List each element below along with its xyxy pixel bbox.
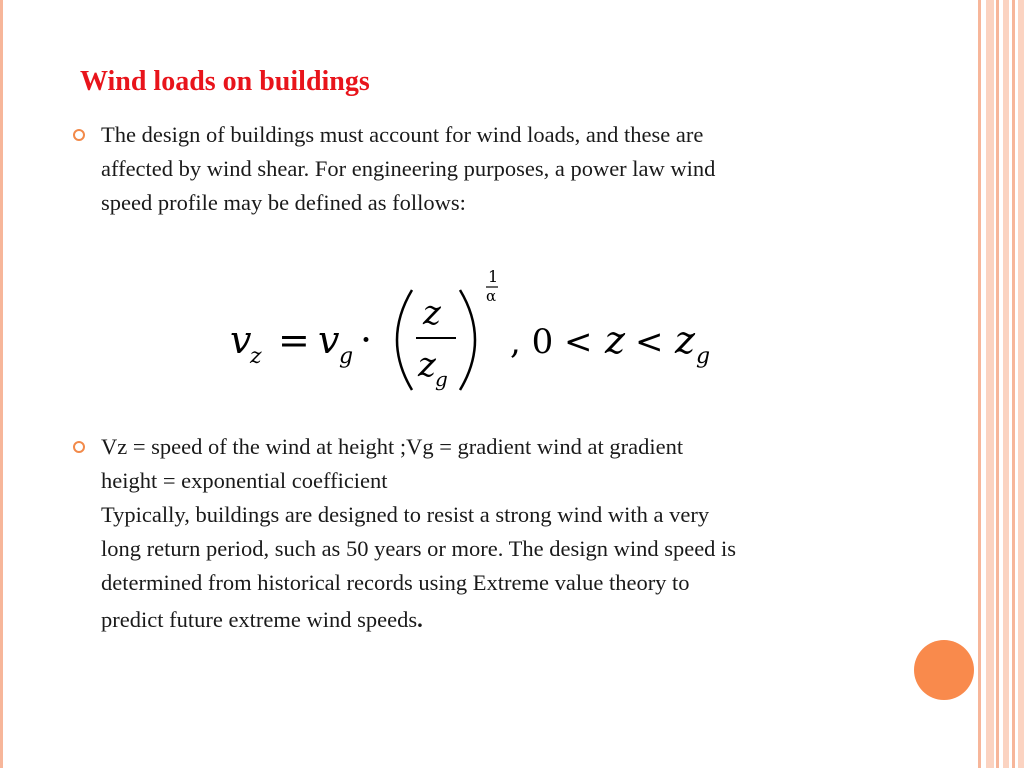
- formula-denom-sub: g: [435, 367, 448, 391]
- formula-rhs-var: v: [318, 318, 340, 362]
- last-line-text: predict future extreme wind speeds: [101, 607, 418, 632]
- left-border-stripe: [0, 0, 3, 768]
- formula-denom-var: z: [418, 345, 436, 385]
- right-border-stripe: [1018, 0, 1024, 768]
- formula-condition-prefix: , 0 <: [510, 322, 593, 362]
- formula-left-paren: [397, 290, 412, 390]
- formula-dot: ·: [360, 318, 373, 362]
- formula-condition-var: z: [605, 318, 626, 362]
- formula-rhs-sub: g: [339, 344, 354, 369]
- formula-lhs-sub: z: [250, 344, 262, 369]
- right-border-stripe: [978, 0, 981, 768]
- text-line: speed profile may be defined as follows:: [101, 190, 466, 215]
- text-line: affected by wind shear. For engineering purposes, a power law wind: [101, 156, 716, 181]
- formula-exp-den: α: [486, 287, 497, 305]
- slide-title: Wind loads on buildings: [80, 66, 370, 97]
- bullet-paragraph-2: [101, 430, 921, 640]
- text-line: Typically, buildings are designed to resist a strong wind with a very: [101, 502, 710, 527]
- last-line-period: .: [417, 607, 423, 632]
- formula-exp-num: 1: [488, 268, 499, 286]
- formula-right-paren: [460, 290, 475, 390]
- bullet-icon: [73, 129, 85, 141]
- formula-lhs-var: v: [230, 318, 252, 362]
- text-line: determined from historical records using Extreme value theory to: [101, 570, 690, 595]
- bullet-icon: [73, 441, 85, 453]
- formula-condition-end-var: z: [675, 318, 696, 362]
- decorative-circle: [914, 640, 974, 700]
- text-line: long return period, such as 50 years or more. The design wind speed is: [101, 536, 737, 561]
- formula-condition-lt: <: [635, 322, 664, 362]
- bullet-paragraph-1: [101, 118, 921, 220]
- text-line: Vz = speed of the wind at height ;Vg = gradient wind at gradient: [101, 434, 684, 459]
- text-line: height = exponential coefficient: [101, 468, 388, 493]
- text-line: The design of buildings must account for wind loads, and these are: [101, 122, 704, 147]
- formula-equals: =: [278, 318, 310, 362]
- text-line-last: [101, 600, 921, 640]
- right-border-stripe: [996, 0, 999, 768]
- formula-condition-end-sub: g: [696, 344, 711, 369]
- right-border-stripe: [986, 0, 994, 768]
- right-border-stripe: [1012, 0, 1015, 768]
- right-border-stripe: [1003, 0, 1009, 768]
- formula-numerator: z: [423, 293, 441, 333]
- wind-profile-formula: [220, 268, 740, 403]
